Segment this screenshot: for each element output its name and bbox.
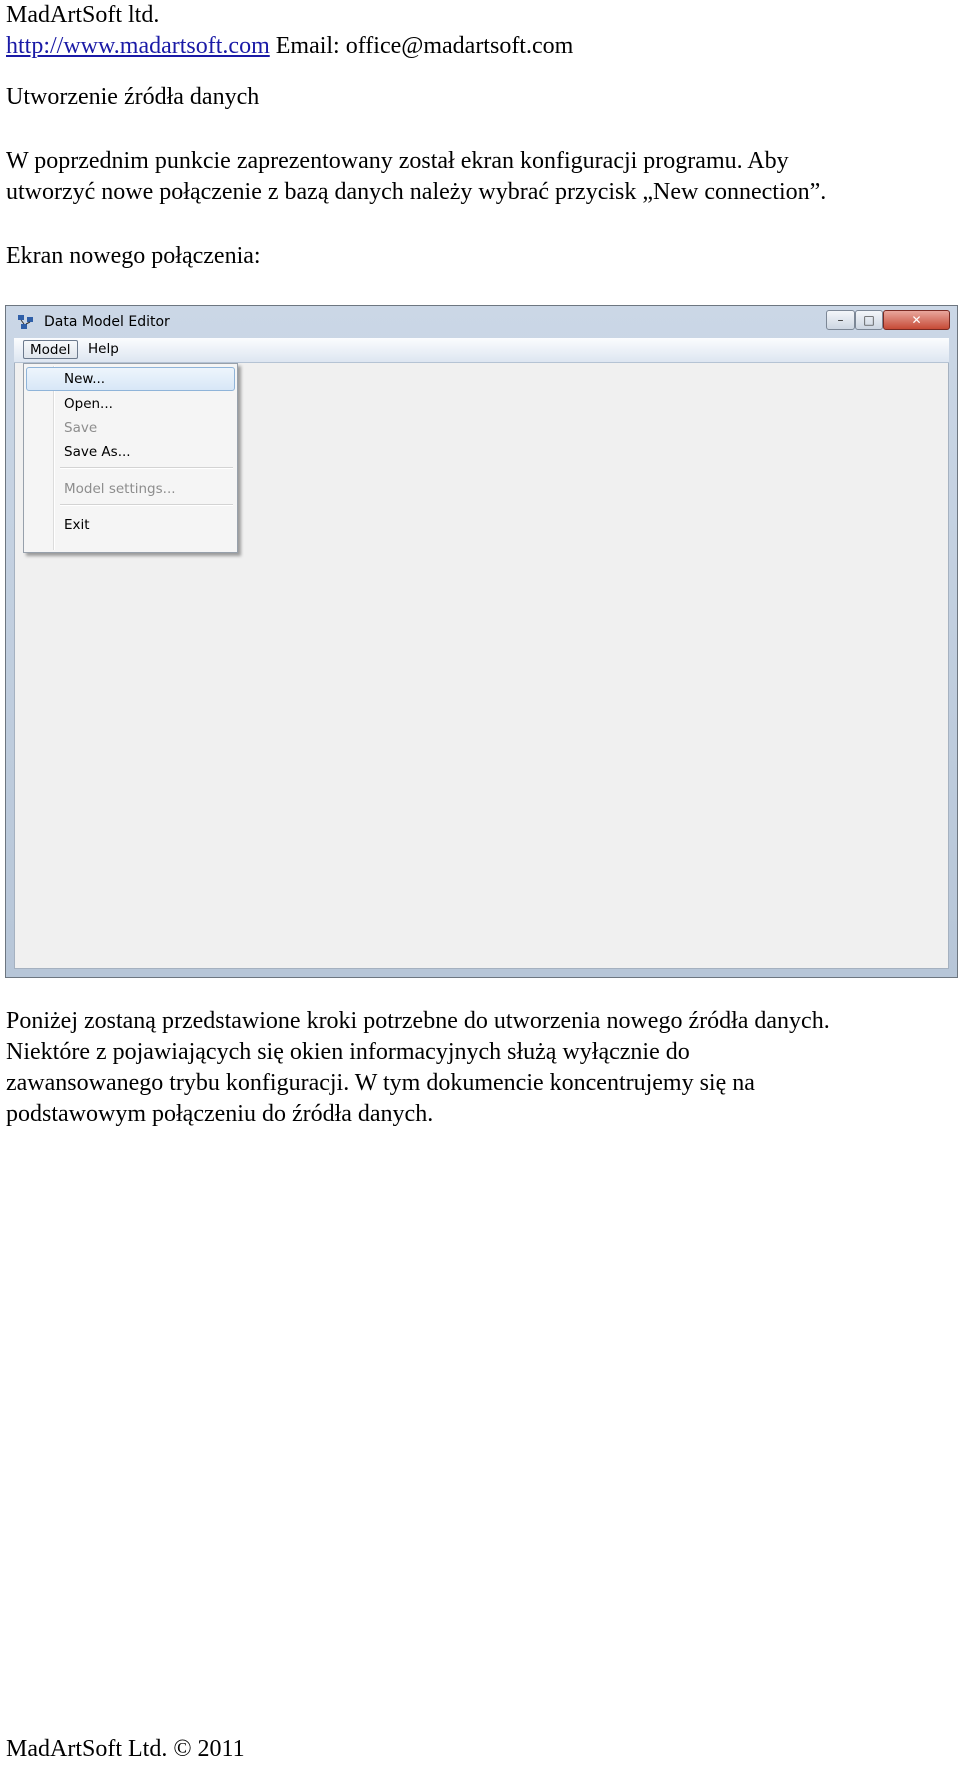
section-title: Utworzenie źródła danych	[6, 84, 260, 110]
close-button[interactable]	[883, 310, 950, 330]
window-title: Data Model Editor	[44, 314, 170, 330]
email-text: Email: office@madartsoft.com	[269, 33, 574, 59]
minimize-icon: –	[837, 313, 844, 327]
outro-line-4: podstawowym połączeniu do źródła danych.	[6, 1101, 434, 1127]
app-icon	[17, 314, 35, 330]
footer-copyright: MadArtSoft Ltd. © 2011	[6, 1736, 245, 1762]
model-dropdown-menu	[23, 363, 238, 553]
menu-item-new[interactable]: New...	[26, 367, 235, 391]
menu-help[interactable]: Help	[88, 341, 119, 357]
screenshot-window	[5, 305, 958, 978]
screen-label: Ekran nowego połączenia:	[6, 243, 261, 269]
menu-item-save: Save	[64, 420, 98, 436]
menu-item-save-as[interactable]: Save As...	[64, 444, 131, 460]
close-icon: ✕	[911, 313, 922, 327]
menu-model[interactable]: Model	[23, 340, 78, 359]
maximize-button[interactable]	[855, 310, 883, 330]
menu-item-model-settings: Model settings...	[64, 481, 176, 497]
minimize-button[interactable]	[826, 310, 855, 330]
menu-item-exit[interactable]: Exit	[64, 517, 90, 533]
company-name: MadArtSoft ltd.	[6, 2, 160, 28]
contact-line	[6, 31, 573, 62]
website-link[interactable]: http://www.madartsoft.com	[6, 33, 270, 59]
intro-line-1: W poprzednim punkcie zaprezentowany został ekran konfiguracji programu. Aby	[6, 148, 789, 174]
title-bar	[6, 306, 957, 338]
menu-bar	[14, 338, 949, 363]
outro-line-3: zawansowanego trybu konfiguracji. W tym dokumencie koncentrujemy się na	[6, 1070, 755, 1096]
menu-item-open[interactable]: Open...	[64, 396, 113, 412]
menu-separator	[60, 504, 233, 506]
maximize-icon: □	[863, 313, 875, 327]
outro-line-2: Niektóre z pojawiających się okien informacyjnych służą wyłącznie do	[6, 1039, 690, 1065]
outro-line-1: Poniżej zostaną przedstawione kroki potrzebne do utworzenia nowego źródła danych.	[6, 1008, 830, 1034]
intro-line-2: utworzyć nowe połączenie z bazą danych należy wybrać przycisk „New connection”.	[6, 179, 827, 205]
menu-separator	[60, 467, 233, 469]
